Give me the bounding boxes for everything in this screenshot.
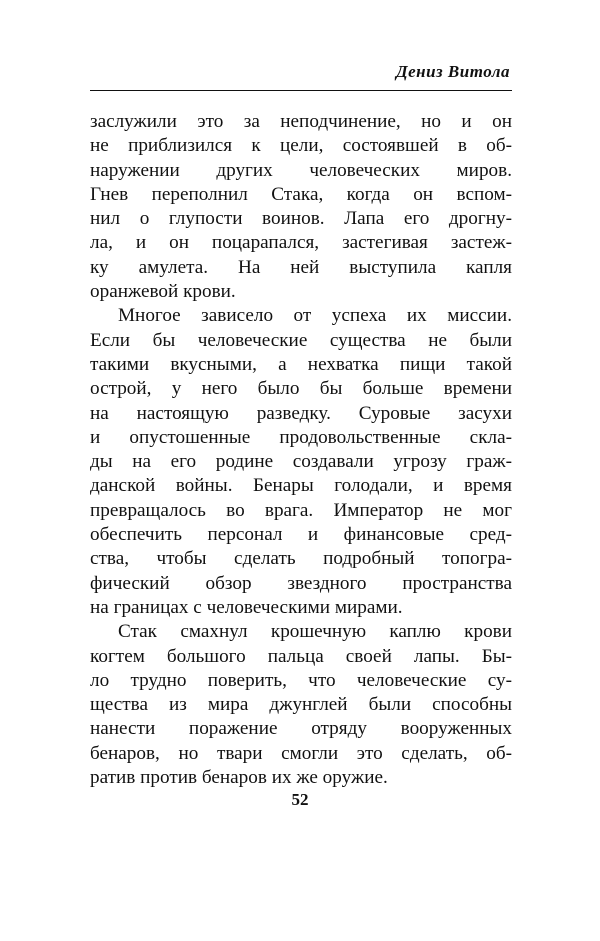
text-line: не приблизился к цели, состоявшей в об- xyxy=(90,135,512,157)
text-line: наружении других человеческих миров. xyxy=(90,159,512,181)
text-line: ратив против бенаров их же оружие. xyxy=(90,767,388,789)
text-line: оранжевой крови. xyxy=(90,281,236,303)
running-head-author: Дениз Витола xyxy=(395,62,510,81)
text-line: когтем большого пальца своей лапы. Бы- xyxy=(90,645,512,667)
page-number: 52 xyxy=(291,790,309,809)
text-line: Гнев переполнил Стака, когда он вспом- xyxy=(90,183,512,205)
text-line: данской войны. Бенары голодали, и время xyxy=(90,475,512,497)
text-line: ды на его родине создавали угрозу граж- xyxy=(90,451,512,473)
text-line: на границах с человеческими мирами. xyxy=(90,596,403,618)
paragraph-2 xyxy=(90,304,512,620)
text-line: ку амулета. На ней выступила капля xyxy=(90,256,512,278)
text-line: Стак смахнул крошечную каплю крови xyxy=(118,621,512,643)
text-line: превращалось во врага. Император не мог xyxy=(90,499,512,521)
text-line: и опустошенные продовольственные скла- xyxy=(90,426,512,448)
text-line: ло трудно поверить, что человеческие су- xyxy=(90,669,512,691)
text-line: нил о глупости воинов. Лапа его дрогну- xyxy=(90,208,512,230)
text-line: ства, чтобы сделать подробный топогра- xyxy=(90,548,512,570)
text-line: острой, у него было бы больше времени xyxy=(90,378,512,400)
text-line: Если бы человеческие существа не были xyxy=(90,329,512,351)
text-line: Многое зависело от успеха их миссии. xyxy=(118,305,512,327)
text-line: щества из мира джунглей были способны xyxy=(90,694,512,716)
paragraph-3 xyxy=(90,620,512,790)
text-line: бенаров, но твари смогли это сделать, об- xyxy=(90,742,512,764)
text-line: ла, и он поцарапался, застегивая застеж- xyxy=(90,232,512,254)
text-line: фический обзор звездного пространства xyxy=(90,572,512,594)
body-text xyxy=(90,110,512,790)
text-line: нанести поражение отряду вооруженных xyxy=(90,718,512,740)
text-line: заслужили это за неподчинение, но и он xyxy=(90,111,512,132)
text-line: обеспечить персонал и финансовые сред- xyxy=(90,524,512,546)
text-line: такими вкусными, а нехватка пищи такой xyxy=(90,353,512,375)
paragraph-1 xyxy=(90,110,512,304)
header-rule xyxy=(90,90,512,91)
text-line: на настоящую разведку. Суровые засухи xyxy=(90,402,512,424)
